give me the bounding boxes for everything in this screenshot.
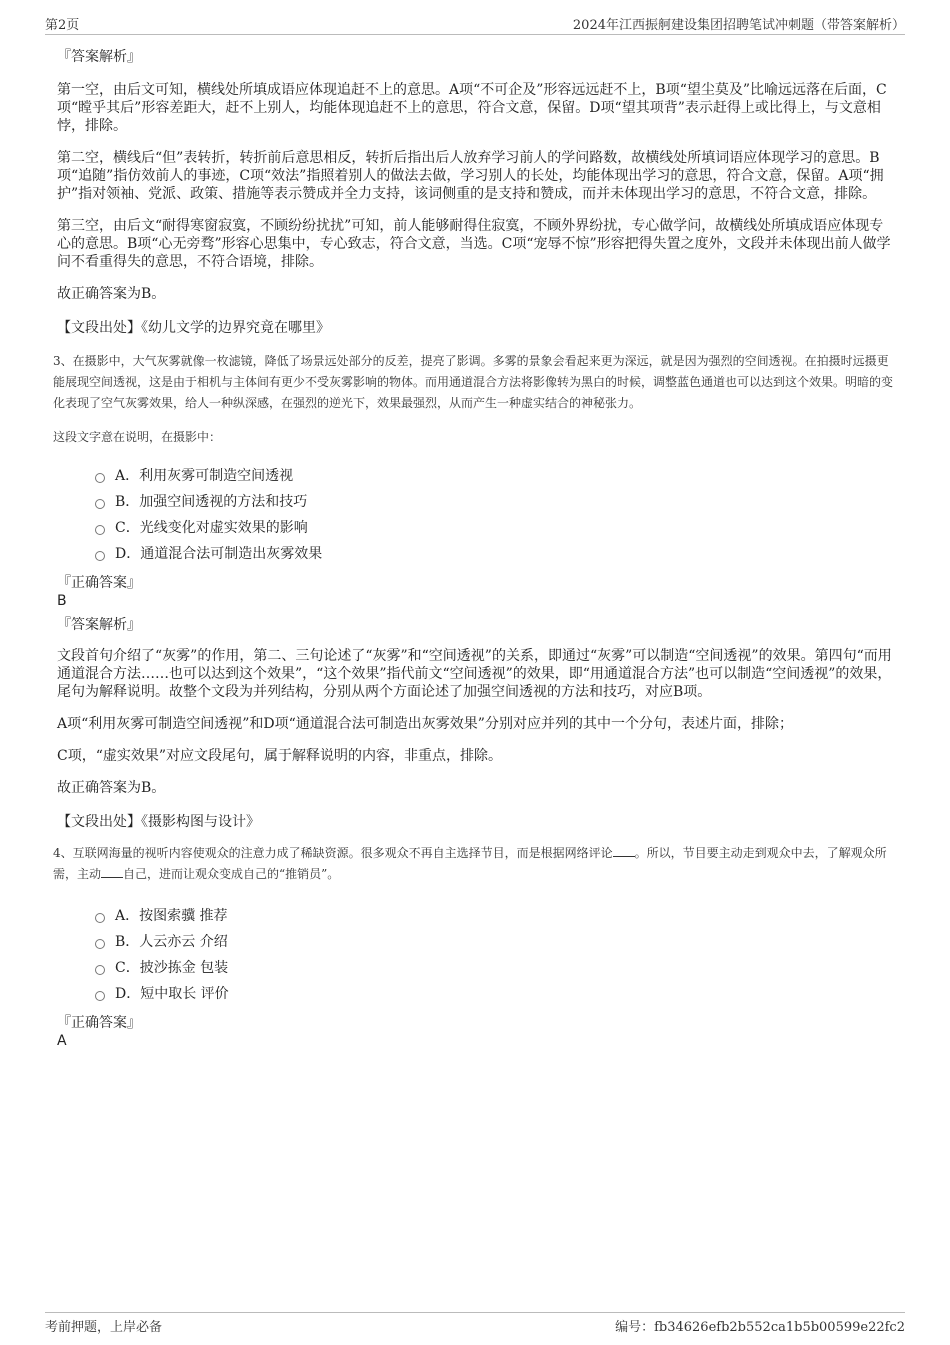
option-c[interactable]: C．光线变化对虚实效果的影响	[95, 515, 893, 541]
option-a[interactable]: A．利用灰雾可制造空间透视	[95, 463, 893, 489]
question-3-stem: 3、在摄影中，大气灰雾就像一枚滤镜，降低了场景远处部分的反差，提亮了影调。多雾的景象会看起来更为深远，就是因为强烈的空间透视。在拍摄时远摄更能展现空间透视，这是由于相机与主体间有更少不受灰雾影响的物体。而用通道混合方法将影像转为黑白的时候，调整蓝色通道也可以达到这个效果。明暗的变化表现了空气灰雾效果，给人一种纵深感，在强烈的逆光下，效果最强烈，从而产生一种虚实结合的神秘张力。	[53, 354, 894, 410]
correct-answer: A	[57, 1033, 67, 1049]
source-citation: 【文段出处】《幼儿文学的边界究竟在哪里》	[57, 320, 330, 336]
question-4-options	[57, 903, 893, 1007]
option-b[interactable]: B．人云亦云 介绍	[95, 929, 893, 955]
main-content	[53, 45, 894, 1049]
footer-slogan: 考前押题，上岸必备	[45, 1320, 163, 1335]
radio-button[interactable]	[95, 499, 105, 509]
option-b[interactable]: B．加强空间透视的方法和技巧	[95, 489, 893, 515]
analysis-paragraph-2: 第二空，横线后“但”表转折，转折前后意思相反，转折后指出后人放弃学习前人的学问路数，故横线处所填词语应体现学习的意思。B项“追随”指仿效前人的事迹，C项“效法”指照着别人的做法去做，学习别人的长处，均能体现出学习的意思，符合文意，保留。A项“拥护”指对领袖、党派、政策、措施等表示赞成并全力支持，该词侧重的是支持和赞成，而并未体现出学习的意思，不符合文意，排除。	[57, 150, 884, 202]
analysis-paragraph-1: 第一空，由后文可知，横线处所填成语应体现追赶不上的意思。A项“不可企及”形容远远赶不上，B项“望尘莫及”比喻远远落在后面，C项“瞠乎其后”形容差距大，赶不上别人，均能体现追赶不上的意思，符合文意，保留。D项“望其项背”表示赶得上或比得上，与文意相悖，排除。	[57, 82, 887, 134]
analysis-tag: 『答案解析』	[57, 617, 141, 633]
radio-button[interactable]	[95, 965, 105, 975]
question-3-options	[57, 463, 893, 567]
radio-button[interactable]	[95, 939, 105, 949]
option-c[interactable]: C．披沙拣金 包装	[95, 955, 893, 981]
correct-answer-tag: 『正确答案』	[57, 1015, 141, 1031]
page-number: 第2页	[45, 18, 80, 33]
document-title: 2024年江西振舸建设集团招聘笔试冲刺题（带答案解析）	[572, 18, 905, 33]
answer-conclusion: 故正确答案为B。	[57, 286, 166, 302]
q3-analysis-paragraph-3: C项，“虚实效果”对应文段尾句，属于解释说明的内容，非重点，排除。	[57, 748, 503, 764]
option-d[interactable]: D．短中取长 评价	[95, 981, 893, 1007]
correct-answer: B	[57, 593, 67, 609]
radio-button[interactable]	[95, 991, 105, 1001]
question-3-prompt: 这段文字意在说明，在摄影中：	[53, 430, 222, 444]
q3-source-citation: 【文段出处】《摄影构图与设计》	[57, 814, 260, 830]
question-4-stem: 4、互联网海量的视听内容使观众的注意力成了稀缺资源。很多观众不再自主选择节目，而是根据网络评论 。所以，节目要主动走到观众中去，了解观众所需，主动 自己，进而让观众变成自己的“推销员”。	[53, 846, 887, 881]
option-d[interactable]: D．通道混合法可制造出灰雾效果	[95, 541, 893, 567]
radio-button[interactable]	[95, 913, 105, 923]
q3-analysis-paragraph-1: 文段首句介绍了“灰雾”的作用，第二、三句论述了“灰雾”和“空间透视”的关系，即通过“灰雾”可以制造“空间透视”的效果。第四句“而用通道混合方法……也可以达到这个效果”，“这个效果”指代前文“空间透视”的效果，即“用通道混合方法”也可以制造“空间透视”的效果，尾句为解释说明。故整个文段为并列结构，分别从两个方面论述了加强空间透视的方法和技巧，对应B项。	[57, 648, 892, 700]
radio-button[interactable]	[95, 551, 105, 561]
page-footer	[45, 1312, 905, 1337]
analysis-tag: 『答案解析』	[57, 49, 141, 65]
correct-answer-tag: 『正确答案』	[57, 575, 141, 591]
radio-button[interactable]	[95, 525, 105, 535]
document-id: 编号：fb34626efb2b552ca1b5b00599e22fc2	[615, 1320, 905, 1335]
page-header	[45, 12, 905, 35]
analysis-paragraph-3: 第三空，由后文“耐得寒窗寂寞，不顾纷纷扰扰”可知，前人能够耐得住寂寞，不顾外界纷扰，专心做学问，故横线处所填成语应体现专心的意思。B项“心无旁骛”形容心思集中，专心致志，符合文意，当选。C项“宠辱不惊”形容把得失置之度外，文段并未体现出前人做学问不看重得失的意思，不符合语境，排除。	[57, 218, 891, 270]
radio-button[interactable]	[95, 473, 105, 483]
blank-1	[613, 846, 635, 857]
blank-2	[101, 867, 123, 878]
option-a[interactable]: A．按图索骥 推荐	[95, 903, 893, 929]
q3-analysis-paragraph-2: A项“利用灰雾可制造空间透视”和D项“通道混合法可制造出灰雾效果”分别对应并列的其中一个分句，表述片面，排除；	[57, 716, 793, 732]
q3-answer-conclusion: 故正确答案为B。	[57, 780, 166, 796]
